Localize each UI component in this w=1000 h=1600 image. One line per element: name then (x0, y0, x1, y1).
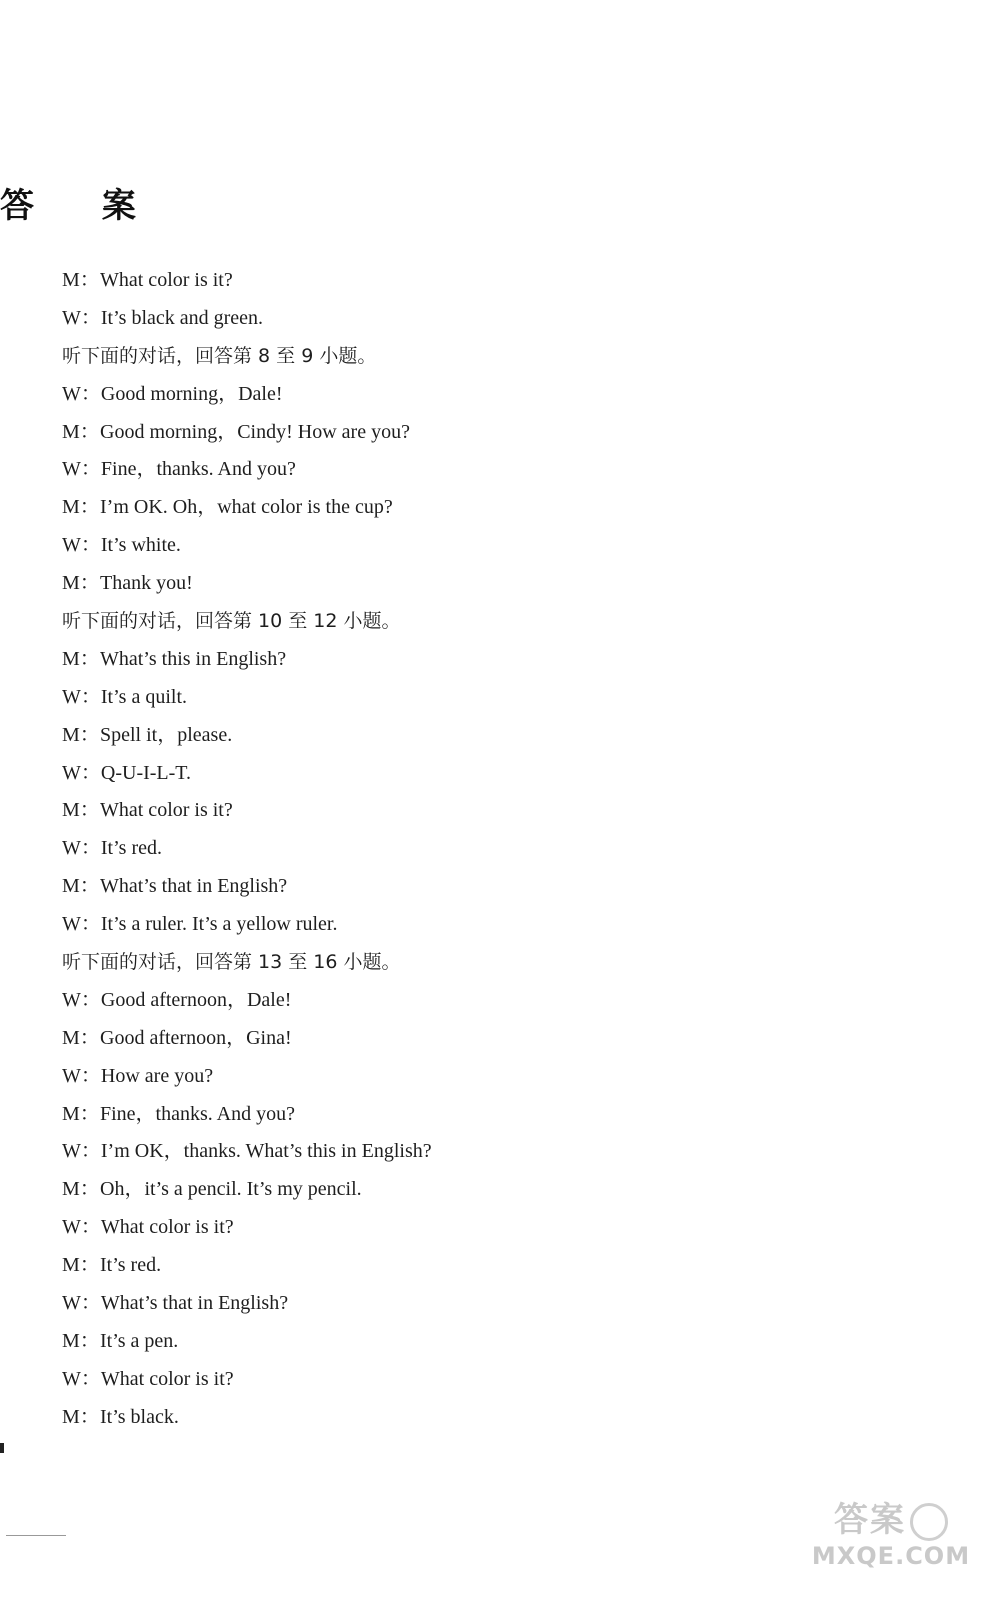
dialogue-text: Fine，thanks. And you? (100, 458, 296, 481)
watermark-top-text: 答案 (834, 1500, 906, 1540)
dialogue-line (62, 1247, 942, 1285)
dialogue-line (62, 489, 942, 527)
dialogue-text: It’s black. (100, 1405, 179, 1428)
speaker-label: W： (62, 1140, 101, 1163)
dialogue-line (62, 262, 942, 300)
speaker-label: W： (62, 458, 101, 481)
speaker-label: W： (62, 988, 101, 1011)
dialogue-line (62, 300, 942, 338)
dialogue-text: Good morning，Dale! (100, 382, 283, 405)
dialogue-text: Fine，thanks. And you? (100, 1102, 295, 1125)
dialogue-text: What’s that in English? (100, 875, 288, 898)
dialogue-text: What color is it? (100, 1216, 234, 1239)
dialogue-line (62, 1285, 942, 1323)
dialogue-line (62, 527, 942, 565)
dialogue-text: What color is it? (100, 799, 233, 822)
section-heading-text: 听下面的对话，回答第 10 至 12 小题。 (62, 610, 401, 633)
dialogue-line (62, 1209, 942, 1247)
speaker-label: W： (62, 534, 101, 557)
speaker-label: W： (62, 382, 101, 405)
dialogue-line (62, 1020, 942, 1058)
dialogue-line (62, 717, 942, 755)
speaker-label: M： (62, 572, 100, 595)
dialogue-text: It’s red. (100, 1254, 162, 1277)
dialogue-line (62, 1361, 942, 1399)
speaker-label: W： (62, 685, 101, 708)
section-heading-text: 听下面的对话，回答第 8 至 9 小题。 (62, 344, 377, 367)
dialogue-text: What’s this in English? (100, 647, 287, 670)
dialogue-text: How are you? (100, 1064, 214, 1087)
speaker-label: W： (62, 837, 101, 860)
dialogue-line (62, 679, 942, 717)
speaker-label: M： (62, 1178, 100, 1201)
dialogue-line (62, 906, 942, 944)
dialogue-line (62, 792, 942, 830)
speaker-label: M： (62, 496, 100, 519)
speaker-label: W： (62, 761, 101, 784)
watermark-circle-icon (910, 1503, 948, 1541)
watermark-logo (806, 1500, 976, 1578)
dialogue-line (62, 414, 942, 452)
dialogue-text: Thank you! (100, 572, 193, 595)
speaker-label: M： (62, 1329, 100, 1352)
dialogue-text: It’s red. (100, 837, 162, 860)
dialogue-text: Oh，it’s a pencil. It’s my pencil. (100, 1178, 362, 1201)
section-heading (62, 944, 942, 982)
dialogue-text: What’s that in English? (100, 1292, 289, 1315)
dialogue-text: Good afternoon，Dale! (100, 988, 292, 1011)
dialogue-line (62, 1058, 942, 1096)
dialogue-line (62, 868, 942, 906)
dialogue-text: Good morning，Cindy! How are you? (100, 420, 410, 443)
speaker-label: W： (62, 1216, 101, 1239)
speaker-label: W： (62, 1064, 101, 1087)
margin-mark (0, 1443, 4, 1453)
page-title: 答 案 (0, 186, 164, 226)
dialogue-text: Good afternoon，Gina! (100, 1026, 292, 1049)
speaker-label: W： (62, 306, 101, 329)
dialogue-text: I’m OK，thanks. What’s this in English? (100, 1140, 432, 1163)
dialogue-text: Spell it，please. (100, 723, 233, 746)
speaker-label: M： (62, 799, 100, 822)
speaker-label: W： (62, 1367, 101, 1390)
dialogue-line (62, 641, 942, 679)
dialogue-line (62, 376, 942, 414)
speaker-label: M： (62, 723, 100, 746)
dialogue-line (62, 982, 942, 1020)
dialogue-text: It’s white. (100, 534, 181, 557)
dialogue-line (62, 1323, 942, 1361)
dialogue-line (62, 1096, 942, 1134)
dialogue-line (62, 755, 942, 793)
speaker-label: M： (62, 875, 100, 898)
dialogue-text: It’s a ruler. It’s a yellow ruler. (100, 913, 338, 936)
speaker-label: W： (62, 1292, 101, 1315)
speaker-label: M： (62, 1405, 100, 1428)
speaker-label: W： (62, 913, 101, 936)
dialogue-text: It’s a pen. (100, 1329, 179, 1352)
dialogue-text: I’m OK. Oh，what color is the cup? (100, 496, 393, 519)
speaker-label: M： (62, 1102, 100, 1125)
speaker-label: M： (62, 1254, 100, 1277)
section-heading (62, 338, 942, 376)
footer-rule (6, 1535, 66, 1536)
dialogue-text: It’s a quilt. (100, 685, 187, 708)
dialogue-line (62, 1133, 942, 1171)
dialogue-text: What color is it? (100, 1367, 234, 1390)
dialogue-line (62, 565, 942, 603)
dialogue-line (62, 1171, 942, 1209)
section-heading (62, 603, 942, 641)
dialogue-line (62, 830, 942, 868)
speaker-label: M： (62, 420, 100, 443)
dialogue-line (62, 451, 942, 489)
speaker-label: M： (62, 1026, 100, 1049)
watermark-bottom-text: MXQE.COM (811, 1541, 971, 1570)
dialogue-text: What color is it? (100, 269, 233, 291)
dialogue-text: It’s black and green. (100, 306, 264, 329)
dialogue-line (62, 1399, 942, 1437)
section-heading-text: 听下面的对话，回答第 13 至 16 小题。 (62, 951, 401, 974)
speaker-label: M： (62, 647, 100, 670)
dialogue-transcript (62, 262, 942, 1437)
speaker-label: M： (62, 269, 100, 291)
dialogue-text: Q-U-I-L-T. (100, 761, 192, 784)
